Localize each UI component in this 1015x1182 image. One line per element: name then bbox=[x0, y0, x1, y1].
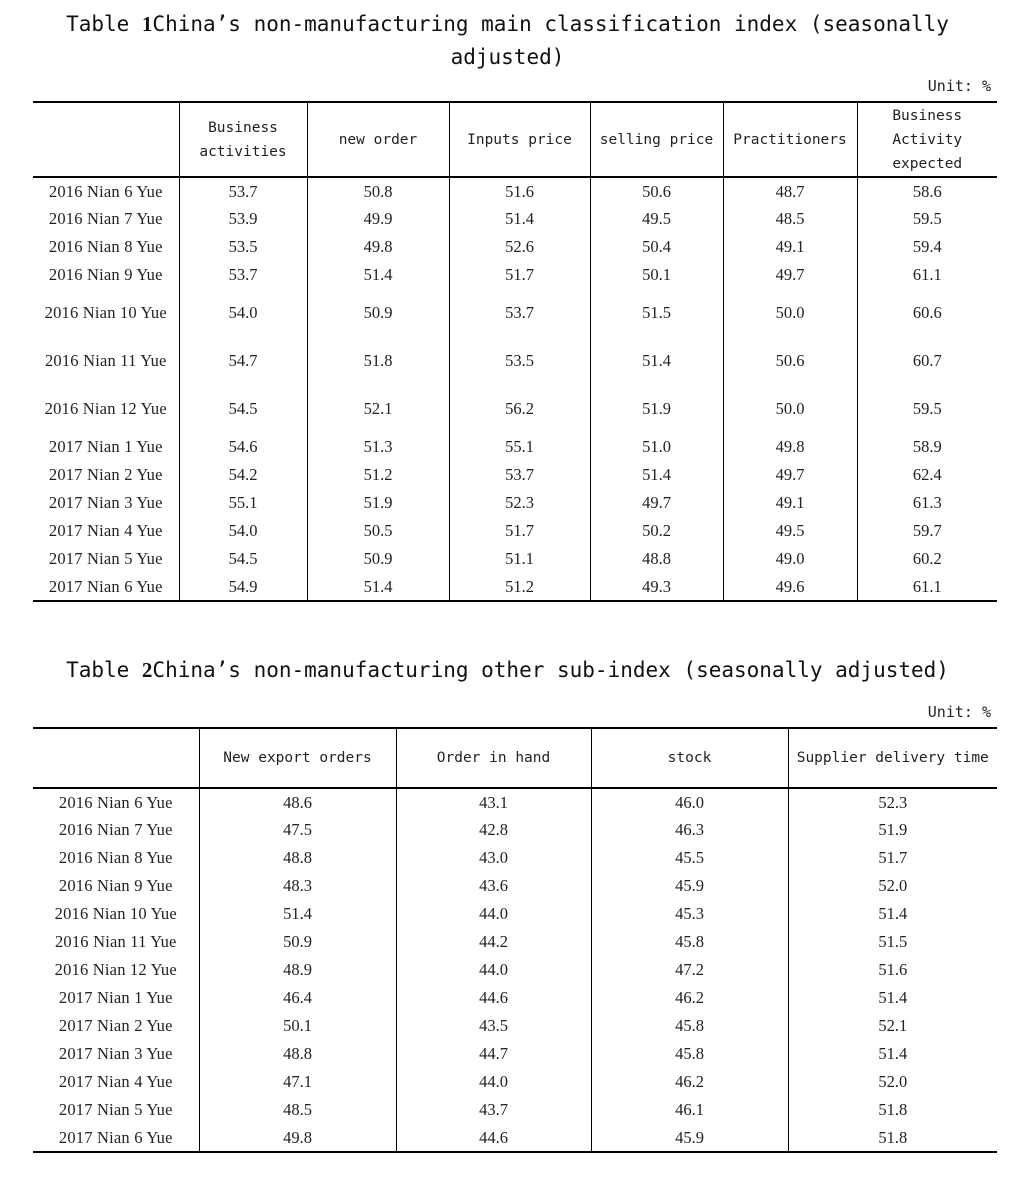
table2-value-cell: 45.9 bbox=[591, 1124, 788, 1152]
table1-value-cell: 53.5 bbox=[179, 233, 307, 261]
table1-value-cell: 49.5 bbox=[590, 205, 723, 233]
table1-value-cell: 50.6 bbox=[590, 177, 723, 205]
table1-row bbox=[33, 433, 997, 461]
table1-row bbox=[33, 461, 997, 489]
table1-value-cell: 59.7 bbox=[857, 517, 997, 545]
table1-corner-cell bbox=[33, 102, 179, 177]
table1-value-cell: 59.5 bbox=[857, 385, 997, 433]
table1-title-number: 1 bbox=[141, 12, 153, 36]
table1-value-cell: 48.5 bbox=[723, 205, 857, 233]
table1-row-label: 2016 Nian 7 Yue bbox=[48, 209, 163, 228]
table1-row-label: 2016 Nian 11 Yue bbox=[44, 351, 167, 370]
table2-row bbox=[33, 816, 997, 844]
table2-value-cell: 44.7 bbox=[396, 1040, 591, 1068]
table1-value-cell: 54.9 bbox=[179, 573, 307, 601]
table1-value-cell: 51.6 bbox=[449, 177, 590, 205]
table1-value-cell: 54.2 bbox=[179, 461, 307, 489]
table1-value-cell: 54.0 bbox=[179, 517, 307, 545]
table1-row bbox=[33, 573, 997, 601]
table2-value-cell: 51.4 bbox=[199, 900, 396, 928]
table1-value-cell: 59.5 bbox=[857, 205, 997, 233]
table1-row bbox=[33, 233, 997, 261]
table2-value-cell: 51.4 bbox=[788, 1040, 997, 1068]
table1-value-cell: 51.4 bbox=[590, 337, 723, 385]
table2-row bbox=[33, 1012, 997, 1040]
table1-value-cell: 53.7 bbox=[179, 261, 307, 289]
table1-value-cell: 49.7 bbox=[590, 489, 723, 517]
table2-value-cell: 45.8 bbox=[591, 1012, 788, 1040]
table1-row-label: 2017 Nian 2 Yue bbox=[48, 465, 163, 484]
table2-value-cell: 50.9 bbox=[199, 928, 396, 956]
table2-row bbox=[33, 928, 997, 956]
table1-value-cell: 51.4 bbox=[449, 205, 590, 233]
table1-value-cell: 53.7 bbox=[179, 177, 307, 205]
table1-value-cell: 49.3 bbox=[590, 573, 723, 601]
table1-value-cell: 60.7 bbox=[857, 337, 997, 385]
table1-value-cell: 49.5 bbox=[723, 517, 857, 545]
table1-value-cell: 51.5 bbox=[590, 289, 723, 337]
table1-row bbox=[33, 385, 997, 433]
table2-value-cell: 51.8 bbox=[788, 1124, 997, 1152]
table2-row bbox=[33, 1040, 997, 1068]
table2-value-cell: 43.1 bbox=[396, 788, 591, 816]
table1-row-label: 2017 Nian 3 Yue bbox=[48, 493, 163, 512]
table1-value-cell: 49.9 bbox=[307, 205, 449, 233]
table2-row bbox=[33, 872, 997, 900]
table2-value-cell: 47.2 bbox=[591, 956, 788, 984]
table1-row-label: 2017 Nian 4 Yue bbox=[48, 521, 163, 540]
table2-value-cell: 48.9 bbox=[199, 956, 396, 984]
table1-value-cell: 53.5 bbox=[449, 337, 590, 385]
table2-column-header: Supplier delivery time bbox=[788, 728, 997, 788]
table2-value-cell: 51.9 bbox=[788, 816, 997, 844]
table1-value-cell: 49.0 bbox=[723, 545, 857, 573]
table2-value-cell: 51.4 bbox=[788, 900, 997, 928]
table1-value-cell: 54.6 bbox=[179, 433, 307, 461]
table1 bbox=[33, 101, 997, 602]
table2-value-cell: 45.9 bbox=[591, 872, 788, 900]
table1-value-cell: 49.7 bbox=[723, 261, 857, 289]
table1-value-cell: 49.6 bbox=[723, 573, 857, 601]
table1-row bbox=[33, 517, 997, 545]
table2-row bbox=[33, 956, 997, 984]
table1-value-cell: 58.9 bbox=[857, 433, 997, 461]
table1-row bbox=[33, 289, 997, 337]
table1-row-label: 2017 Nian 1 Yue bbox=[48, 437, 163, 456]
table2-value-cell: 51.8 bbox=[788, 1096, 997, 1124]
table1-value-cell: 51.2 bbox=[307, 461, 449, 489]
table1-value-cell: 50.1 bbox=[590, 261, 723, 289]
table2-value-cell: 44.0 bbox=[396, 956, 591, 984]
table2-value-cell: 43.5 bbox=[396, 1012, 591, 1040]
table2-value-cell: 44.0 bbox=[396, 1068, 591, 1096]
table1-value-cell: 61.1 bbox=[857, 261, 997, 289]
table2-value-cell: 48.8 bbox=[199, 844, 396, 872]
table2-value-cell: 46.2 bbox=[591, 1068, 788, 1096]
table1-row bbox=[33, 489, 997, 517]
table1-row bbox=[33, 545, 997, 573]
table2-row-label: 2016 Nian 11 Yue bbox=[54, 932, 177, 951]
table1-value-cell: 60.2 bbox=[857, 545, 997, 573]
table1-value-cell: 53.7 bbox=[449, 461, 590, 489]
table1-row bbox=[33, 337, 997, 385]
table1-row-label: 2016 Nian 8 Yue bbox=[48, 237, 163, 256]
table1-value-cell: 54.5 bbox=[179, 385, 307, 433]
table1-title-text: China’s non-manufacturing main classification index (seasonally bbox=[152, 12, 949, 36]
table2-value-cell: 51.4 bbox=[788, 984, 997, 1012]
table2-value-cell: 44.0 bbox=[396, 900, 591, 928]
table2-row bbox=[33, 984, 997, 1012]
table2-header-row bbox=[33, 728, 997, 788]
table2-row-label: 2016 Nian 12 Yue bbox=[54, 960, 177, 979]
table1-value-cell: 52.6 bbox=[449, 233, 590, 261]
table2-value-cell: 48.6 bbox=[199, 788, 396, 816]
table1-value-cell: 49.1 bbox=[723, 489, 857, 517]
table2-title bbox=[0, 654, 1015, 687]
table2-row-label: 2017 Nian 5 Yue bbox=[58, 1100, 173, 1119]
table2-value-cell: 45.5 bbox=[591, 844, 788, 872]
table2-corner-cell bbox=[33, 728, 199, 788]
table2-value-cell: 52.3 bbox=[788, 788, 997, 816]
table1-value-cell: 60.6 bbox=[857, 289, 997, 337]
table2-column-header: stock bbox=[591, 728, 788, 788]
table1-column-header: Business Activity expected bbox=[857, 102, 997, 177]
table2-value-cell: 52.0 bbox=[788, 1068, 997, 1096]
table2-column-header: New export orders bbox=[199, 728, 396, 788]
table2-value-cell: 46.3 bbox=[591, 816, 788, 844]
table2-row-label: 2016 Nian 8 Yue bbox=[58, 848, 173, 867]
table2-value-cell: 49.8 bbox=[199, 1124, 396, 1152]
table2-title-number: 2 bbox=[141, 658, 153, 682]
table2-value-cell: 44.2 bbox=[396, 928, 591, 956]
table2-value-cell: 46.4 bbox=[199, 984, 396, 1012]
table1-value-cell: 48.7 bbox=[723, 177, 857, 205]
table1-title-text-line2: adjusted) bbox=[450, 45, 565, 69]
table2-row-label: 2017 Nian 1 Yue bbox=[58, 988, 173, 1007]
table2-value-cell: 52.1 bbox=[788, 1012, 997, 1040]
table2-value-cell: 50.1 bbox=[199, 1012, 396, 1040]
table2-value-cell: 43.6 bbox=[396, 872, 591, 900]
table1-value-cell: 51.1 bbox=[449, 545, 590, 573]
table2-row bbox=[33, 900, 997, 928]
table2-row bbox=[33, 1096, 997, 1124]
table1-value-cell: 54.7 bbox=[179, 337, 307, 385]
table2 bbox=[33, 727, 997, 1153]
table1-value-cell: 50.0 bbox=[723, 289, 857, 337]
table1-value-cell: 54.0 bbox=[179, 289, 307, 337]
table1-value-cell: 49.7 bbox=[723, 461, 857, 489]
table2-unit: Unit: % bbox=[927, 703, 991, 721]
table1-value-cell: 50.6 bbox=[723, 337, 857, 385]
table1-value-cell: 53.9 bbox=[179, 205, 307, 233]
table1-value-cell: 51.3 bbox=[307, 433, 449, 461]
table2-value-cell: 52.0 bbox=[788, 872, 997, 900]
table1-column-header: Practitioners bbox=[723, 102, 857, 177]
table2-value-cell: 44.6 bbox=[396, 1124, 591, 1152]
table2-row-label: 2017 Nian 3 Yue bbox=[58, 1044, 173, 1063]
table2-row-label: 2016 Nian 9 Yue bbox=[58, 876, 173, 895]
table1-value-cell: 51.2 bbox=[449, 573, 590, 601]
table1-value-cell: 51.7 bbox=[449, 517, 590, 545]
table1-row-label: 2016 Nian 6 Yue bbox=[48, 181, 163, 201]
table1-value-cell: 49.8 bbox=[723, 433, 857, 461]
table1-column-header: Inputs price bbox=[449, 102, 590, 177]
table2-row-label: 2016 Nian 7 Yue bbox=[58, 820, 173, 839]
table1-value-cell: 61.3 bbox=[857, 489, 997, 517]
table2-row bbox=[33, 1068, 997, 1096]
table1-value-cell: 50.5 bbox=[307, 517, 449, 545]
table1-value-cell: 50.0 bbox=[723, 385, 857, 433]
table1-value-cell: 56.2 bbox=[449, 385, 590, 433]
table2-row bbox=[33, 1124, 997, 1152]
table2-row bbox=[33, 788, 997, 816]
table2-title-prefix: Table bbox=[66, 658, 142, 682]
table1-value-cell: 50.9 bbox=[307, 289, 449, 337]
table1-value-cell: 50.8 bbox=[307, 177, 449, 205]
table1-value-cell: 54.5 bbox=[179, 545, 307, 573]
table1-unit: Unit: % bbox=[927, 77, 991, 95]
table1-value-cell: 49.1 bbox=[723, 233, 857, 261]
table1-value-cell: 48.8 bbox=[590, 545, 723, 573]
table1-row-label: 2016 Nian 12 Yue bbox=[44, 399, 167, 418]
table1-value-cell: 50.9 bbox=[307, 545, 449, 573]
table2-value-cell: 43.7 bbox=[396, 1096, 591, 1124]
table1-row-label: 2016 Nian 10 Yue bbox=[44, 303, 167, 322]
table1-value-cell: 61.1 bbox=[857, 573, 997, 601]
table1-value-cell: 52.3 bbox=[449, 489, 590, 517]
table1-value-cell: 62.4 bbox=[857, 461, 997, 489]
table1-value-cell: 51.8 bbox=[307, 337, 449, 385]
table1-value-cell: 52.1 bbox=[307, 385, 449, 433]
table1-row-label: 2016 Nian 9 Yue bbox=[48, 265, 163, 284]
table2-value-cell: 48.8 bbox=[199, 1040, 396, 1068]
table1-header-row bbox=[33, 102, 997, 177]
table1-value-cell: 53.7 bbox=[449, 289, 590, 337]
table1-row-label: 2017 Nian 5 Yue bbox=[48, 549, 163, 568]
table2-row bbox=[33, 844, 997, 872]
table1-value-cell: 50.2 bbox=[590, 517, 723, 545]
table1-value-cell: 59.4 bbox=[857, 233, 997, 261]
table1-value-cell: 49.8 bbox=[307, 233, 449, 261]
table2-value-cell: 47.1 bbox=[199, 1068, 396, 1096]
table2-row-label: 2016 Nian 10 Yue bbox=[54, 904, 177, 923]
table1-column-header: new order bbox=[307, 102, 449, 177]
table2-row-label: 2016 Nian 6 Yue bbox=[58, 792, 173, 812]
table2-value-cell: 51.7 bbox=[788, 844, 997, 872]
table2-column-header: Order in hand bbox=[396, 728, 591, 788]
table1-title-prefix: Table bbox=[66, 12, 142, 36]
table2-value-cell: 51.6 bbox=[788, 956, 997, 984]
table1-value-cell: 50.4 bbox=[590, 233, 723, 261]
table2-value-cell: 46.2 bbox=[591, 984, 788, 1012]
table2-value-cell: 45.3 bbox=[591, 900, 788, 928]
table1-value-cell: 51.4 bbox=[307, 261, 449, 289]
table1-row bbox=[33, 261, 997, 289]
table2-value-cell: 42.8 bbox=[396, 816, 591, 844]
table2-title-text: China’s non-manufacturing other sub-index (seasonally adjusted) bbox=[152, 658, 949, 682]
table2-value-cell: 48.3 bbox=[199, 872, 396, 900]
table2-value-cell: 46.0 bbox=[591, 788, 788, 816]
table2-value-cell: 45.8 bbox=[591, 928, 788, 956]
table1-value-cell: 55.1 bbox=[449, 433, 590, 461]
table2-value-cell: 51.5 bbox=[788, 928, 997, 956]
table2-value-cell: 48.5 bbox=[199, 1096, 396, 1124]
table1-column-header: Business activities bbox=[179, 102, 307, 177]
table2-value-cell: 47.5 bbox=[199, 816, 396, 844]
table2-row-label: 2017 Nian 2 Yue bbox=[58, 1016, 173, 1035]
table2-value-cell: 45.8 bbox=[591, 1040, 788, 1068]
table1-row bbox=[33, 205, 997, 233]
table1-value-cell: 51.9 bbox=[307, 489, 449, 517]
table1-value-cell: 51.4 bbox=[307, 573, 449, 601]
table1-value-cell: 55.1 bbox=[179, 489, 307, 517]
table1-row-label: 2017 Nian 6 Yue bbox=[33, 573, 179, 601]
table1-value-cell: 58.6 bbox=[857, 177, 997, 205]
table2-row-label: 2017 Nian 4 Yue bbox=[58, 1072, 173, 1091]
table1-title bbox=[0, 8, 1015, 74]
table1-value-cell: 51.7 bbox=[449, 261, 590, 289]
table1-column-header: selling price bbox=[590, 102, 723, 177]
table1-value-cell: 51.9 bbox=[590, 385, 723, 433]
table1-value-cell: 51.4 bbox=[590, 461, 723, 489]
table2-row-label: 2017 Nian 6 Yue bbox=[33, 1124, 199, 1152]
table1-row bbox=[33, 177, 997, 205]
table2-value-cell: 46.1 bbox=[591, 1096, 788, 1124]
table1-value-cell: 51.0 bbox=[590, 433, 723, 461]
table2-value-cell: 43.0 bbox=[396, 844, 591, 872]
table2-value-cell: 44.6 bbox=[396, 984, 591, 1012]
